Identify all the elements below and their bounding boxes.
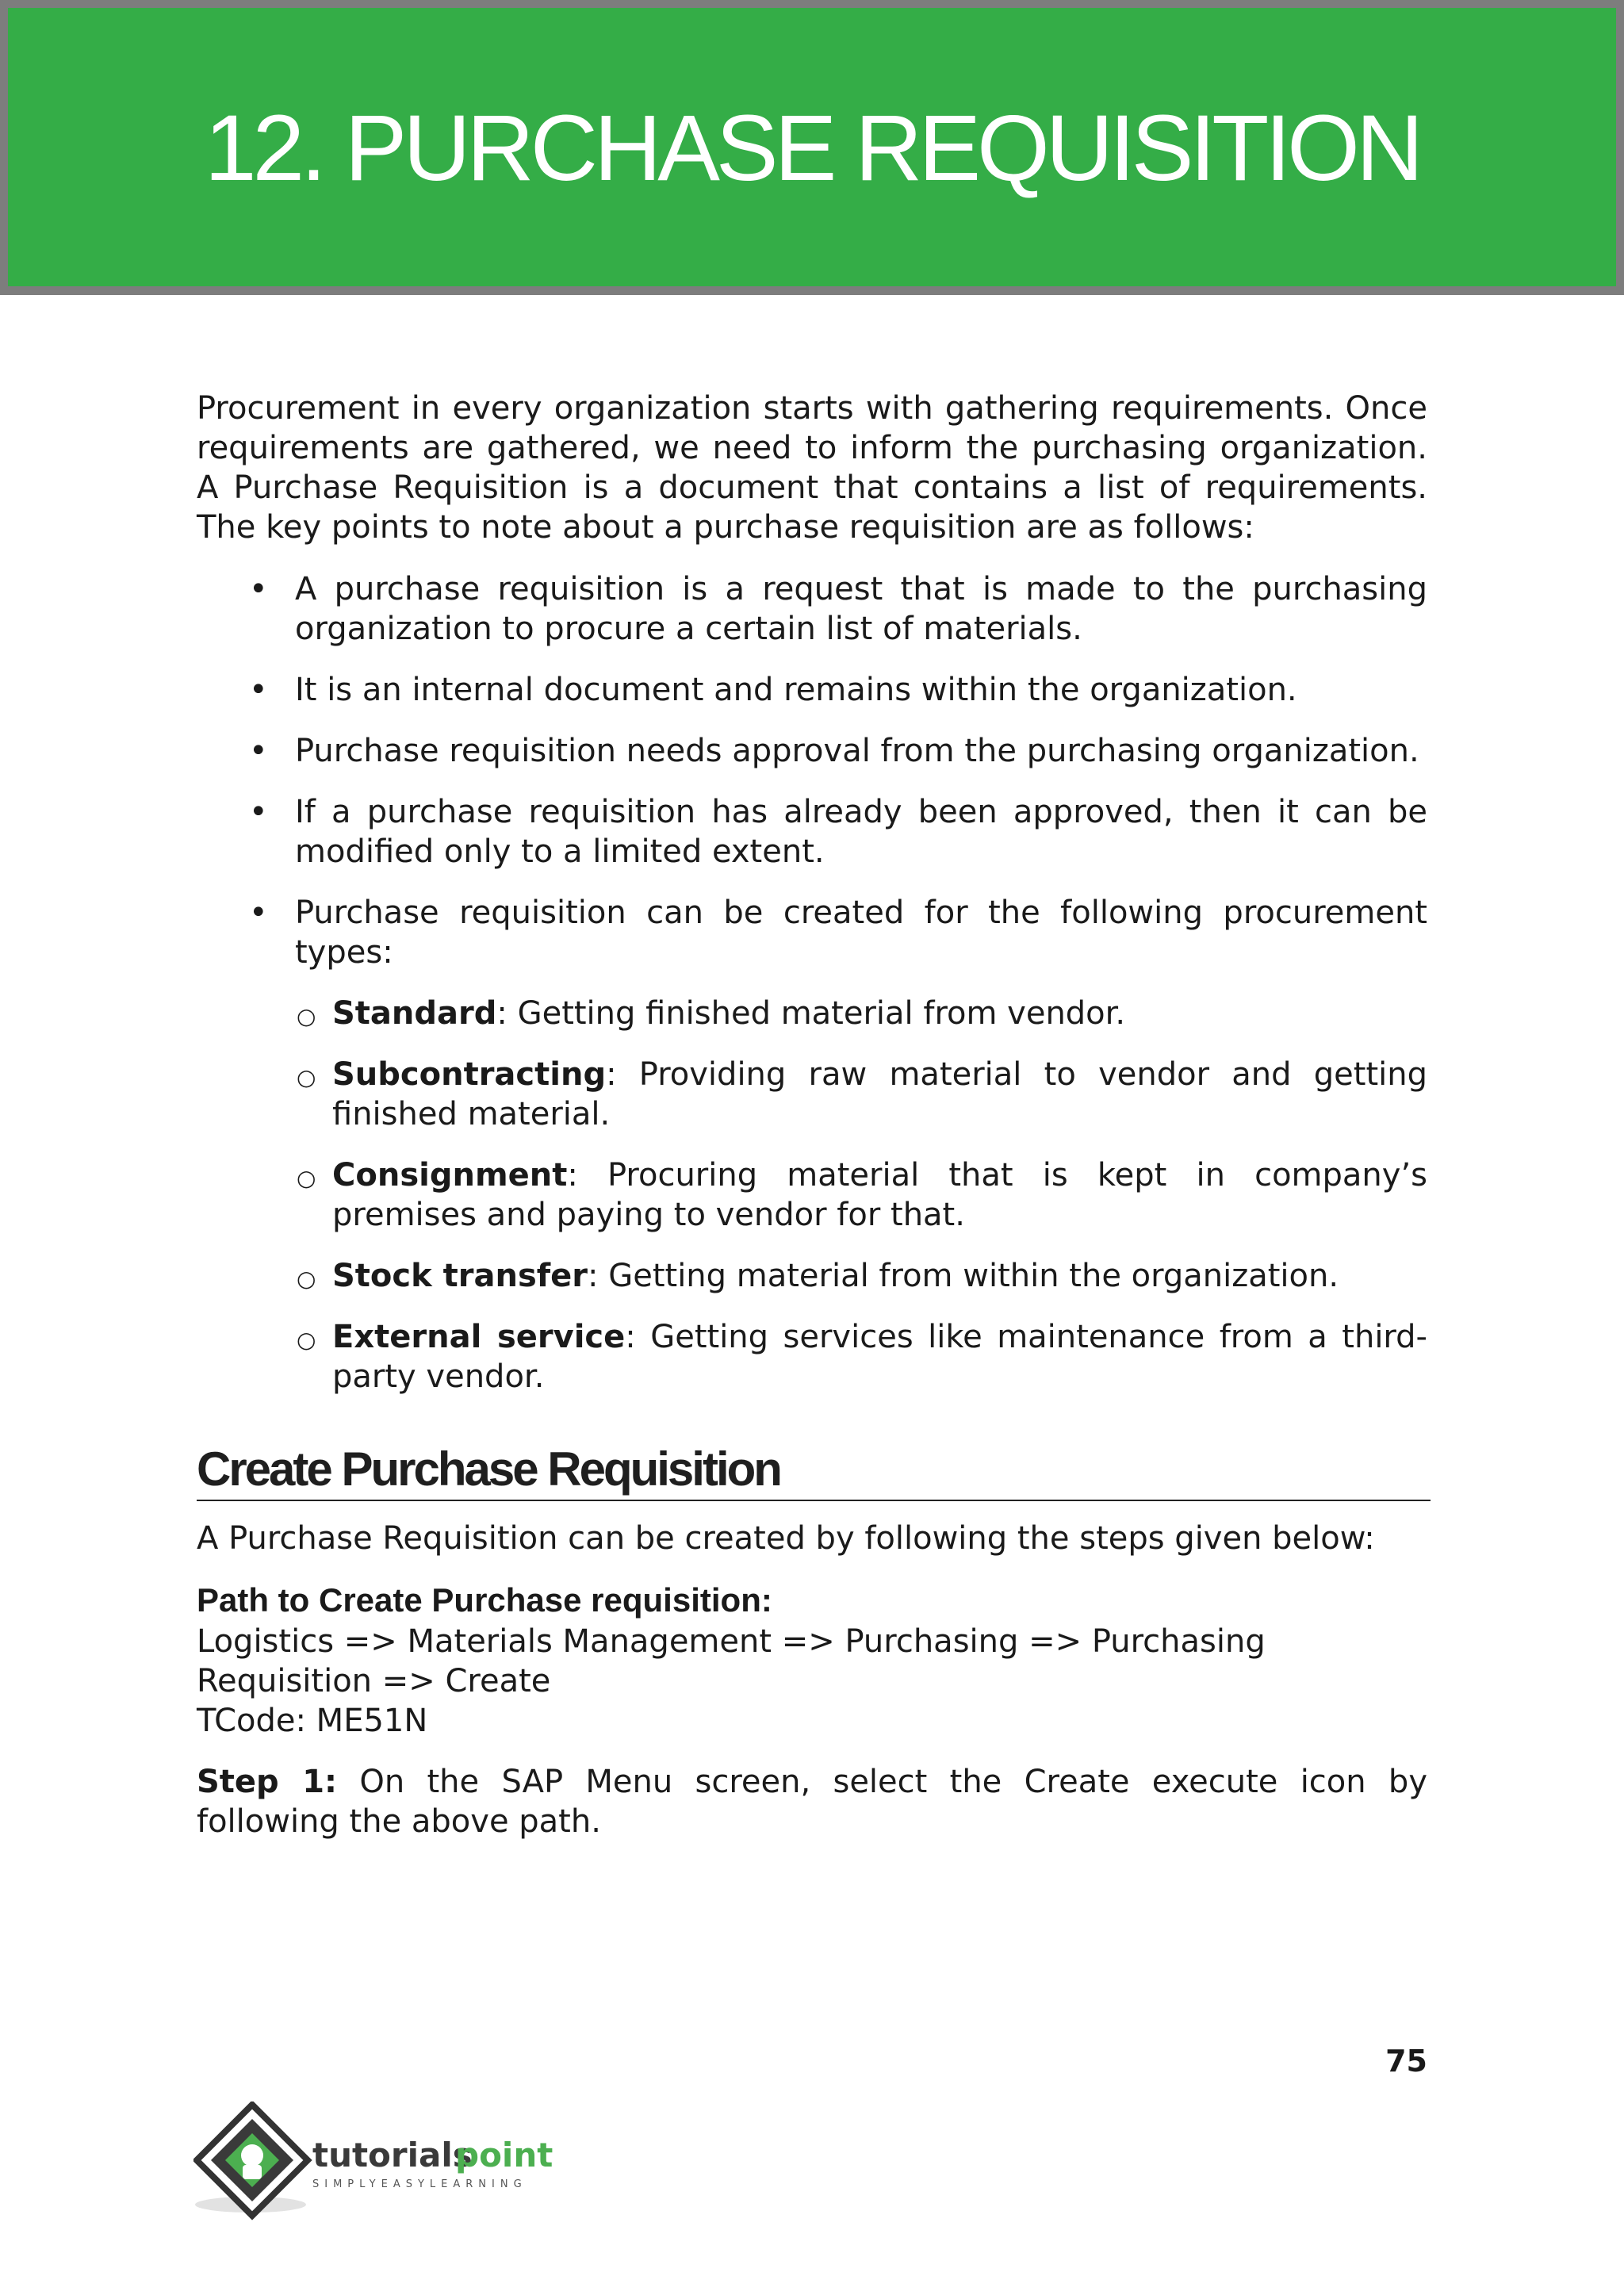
bullet-text: It is an internal document and remains within the organization. bbox=[295, 672, 1297, 708]
bullet-icon: • bbox=[249, 672, 268, 708]
chapter-banner bbox=[0, 0, 1624, 295]
section-heading: Create Purchase Requisition bbox=[197, 1439, 1431, 1501]
key-points-list bbox=[197, 569, 1427, 1397]
circle-bullet-icon: ○ bbox=[297, 1327, 316, 1353]
sub-list-item bbox=[197, 1155, 1427, 1235]
sub-list-item bbox=[197, 1055, 1427, 1134]
circle-bullet-icon: ○ bbox=[297, 1266, 316, 1292]
bullet-icon: • bbox=[249, 895, 268, 931]
circle-bullet-icon: ○ bbox=[297, 1165, 316, 1191]
list-item bbox=[197, 569, 1427, 649]
bullet-text: Purchase requisition needs approval from the purchasing organization. bbox=[295, 733, 1419, 769]
chapter-title: 12. PURCHASE REQUISITION bbox=[204, 96, 1420, 201]
procurement-type-desc: : Providing raw material to vendor and getting finished material. bbox=[332, 1056, 1427, 1132]
list-item bbox=[197, 670, 1427, 710]
procurement-type-term: External service bbox=[332, 1319, 626, 1355]
section-intro: A Purchase Requisition can be created by following the steps given below: bbox=[197, 1520, 1375, 1557]
circle-bullet-icon: ○ bbox=[297, 1064, 316, 1090]
step-1 bbox=[197, 1762, 1427, 1841]
page-number: 75 bbox=[1385, 2044, 1427, 2079]
procurement-type-term: Consignment bbox=[332, 1157, 568, 1193]
procurement-type-desc: : Procuring material that is kept in company’s premises and paying to vendor for that. bbox=[332, 1157, 1427, 1233]
step-label: Step 1: bbox=[197, 1764, 338, 1800]
sub-list-item bbox=[197, 994, 1427, 1033]
step-text: On the SAP Menu screen, select the Create execute icon by following the above path. bbox=[197, 1764, 1427, 1840]
logo-tagline: SIMPLYEASYLEARNING bbox=[312, 2178, 527, 2190]
path-heading: Path to Create Purchase requisition: bbox=[197, 1581, 772, 1619]
procurement-type-desc: : Getting services like maintenance from a third-party vendor. bbox=[332, 1319, 1427, 1395]
list-item bbox=[197, 731, 1427, 771]
tutorialspoint-logo bbox=[193, 2102, 566, 2220]
menu-path: Logistics => Materials Management => Purchasing => Purchasing Requisition => Create bbox=[197, 1623, 1266, 1699]
intro-paragraph: Procurement in every organization starts with gathering requirements. Once requirements are gathered, we need to inform the purchasing organization. A Purchase Requisition is a document that contains a list of requirements. The key points to note about a purchase requisition are as follows: bbox=[197, 390, 1427, 546]
sub-list-item bbox=[197, 1317, 1427, 1397]
bullet-text: If a purchase requisition has already been approved, then it can be modified only to a limited extent. bbox=[295, 794, 1427, 870]
bullet-icon: • bbox=[249, 733, 268, 769]
procurement-type-desc: : Getting material from within the organization. bbox=[588, 1258, 1339, 1294]
list-item bbox=[197, 792, 1427, 872]
procurement-type-term: Stock transfer bbox=[332, 1258, 588, 1294]
list-item bbox=[197, 893, 1427, 1397]
circle-bullet-icon: ○ bbox=[297, 1003, 316, 1029]
procurement-type-term: Standard bbox=[332, 995, 497, 1032]
tcode: TCode: ME51N bbox=[197, 1703, 428, 1739]
bullet-icon: • bbox=[249, 571, 268, 607]
bullet-text: Purchase requisition can be created for the following procurement types: bbox=[295, 895, 1427, 971]
procurement-type-desc: : Getting finished material from vendor. bbox=[496, 995, 1126, 1032]
logo-text-part2: point bbox=[455, 2136, 553, 2174]
bullet-text: A purchase requisition is a request that is made to the purchasing organization to procure a certain list of materials. bbox=[295, 571, 1427, 647]
procurement-type-term: Subcontracting bbox=[332, 1056, 607, 1093]
procurement-types-list bbox=[197, 994, 1427, 1397]
bullet-icon: • bbox=[249, 794, 268, 830]
sub-list-item bbox=[197, 1256, 1427, 1296]
logo-text-part1: tutorials bbox=[312, 2136, 473, 2174]
page-content bbox=[197, 389, 1427, 1841]
